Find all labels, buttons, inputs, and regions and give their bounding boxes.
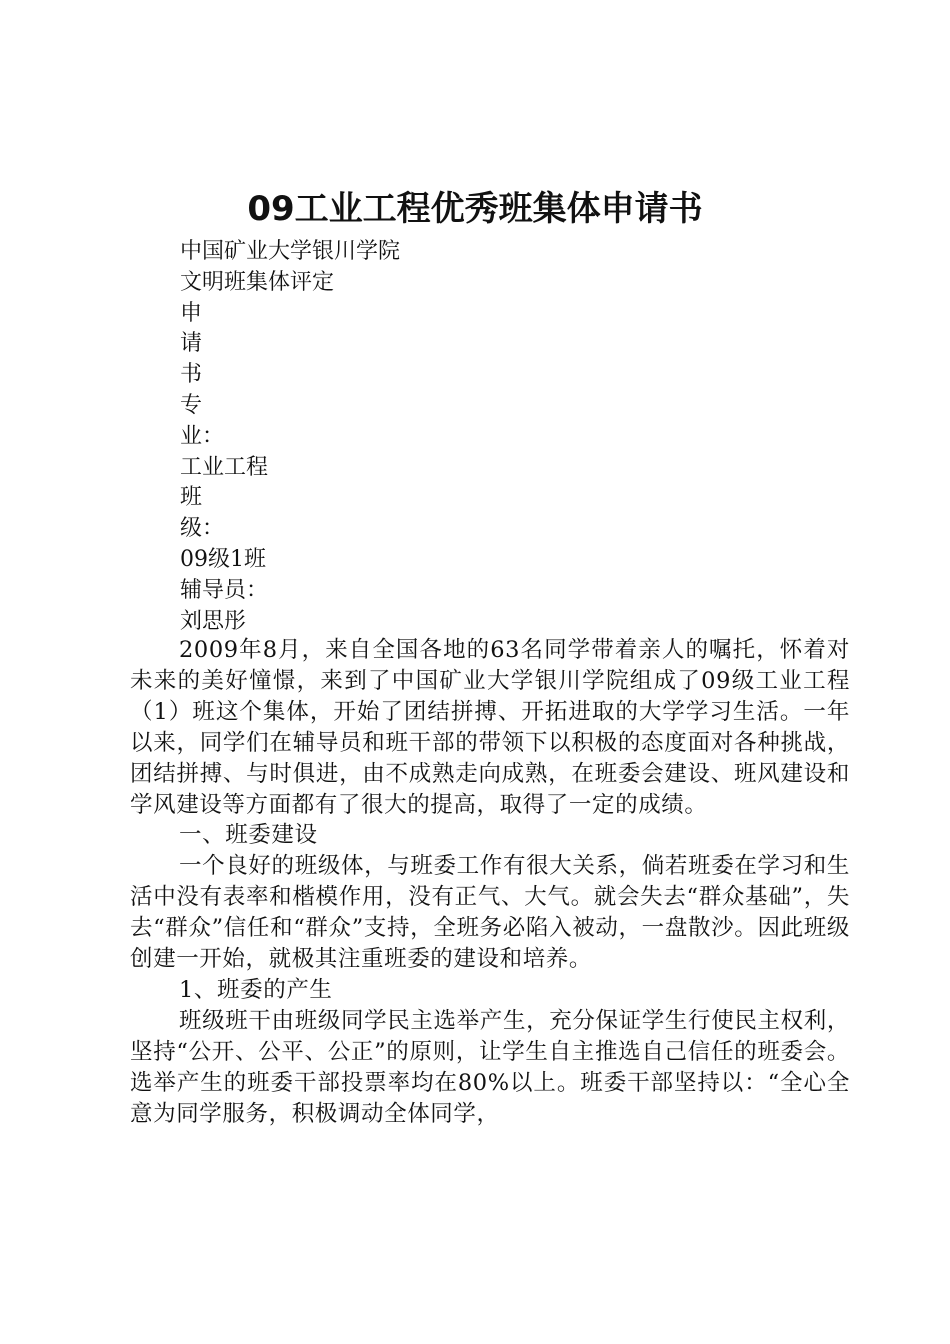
header-line-ye-label: 业： — [180, 423, 225, 449]
header-lines — [180, 237, 840, 637]
header-line-class-value: 09级1班 — [180, 546, 266, 572]
header-line-major-value: 工业工程 — [180, 454, 269, 480]
header-line-advisor-label: 辅导员： — [180, 577, 269, 603]
header-line-ji-label: 级： — [180, 516, 225, 542]
header-line-school: 中国矿业大学银川学院 — [180, 239, 401, 264]
header-line-advisor-value: 刘思彤 — [180, 608, 247, 634]
header-line-zhuan: 专 — [180, 392, 203, 418]
section-heading-committee: 一、班委建设 — [179, 822, 318, 849]
subsection-heading-election: 1、班委的产生 — [179, 976, 333, 1003]
paragraph-election: 班级班干由班级同学民主选举产生，充分保证学生行使民主权利，坚持“公开、公平、公正”的原则，让学生自主推选自己信任的班委会。选举产生的班委干部投票率均在80%以上。班委干部坚持以：“全心全意为同学服务，积极调动全体同学， — [130, 1007, 850, 1127]
header-line-shen: 申 — [180, 300, 203, 326]
document-body — [130, 635, 850, 1130]
document-title: 09工业工程优秀班集体申请书 — [247, 189, 703, 229]
paragraph-committee: 一个良好的班级体，与班委工作有很大关系，倘若班委在学习和生活中没有表率和楷模作用，没有正气、大气。就会失去“群众基础”，失去“群众”信任和“群众”支持，全班务必陷入被动，一盘散沙。因此班级创建一开始，就极其注重班委的建设和培养。 — [130, 853, 850, 973]
header-line-ban: 班 — [180, 485, 203, 511]
header-line-evaluation: 文明班集体评定 — [180, 269, 335, 295]
header-line-qing: 请 — [180, 331, 203, 357]
header-line-shu: 书 — [180, 362, 203, 388]
paragraph-intro: 2009年8月，来自全国各地的63名同学带着亲人的嘱托，怀着对未来的美好憧憬，来到了中国矿业大学银川学院组成了09级工业工程（1）班这个集体，开始了团结拼搏、开拓进取的大学学习生活。一年以来，同学们在辅导员和班干部的带领下以积极的态度面对各种挑战，团结拼搏、与时俱进，由不成熟走向成熟，在班委会建设、班风建设和学风建设等方面都有了很大的提高，取得了一定的成绩。 — [130, 637, 850, 818]
